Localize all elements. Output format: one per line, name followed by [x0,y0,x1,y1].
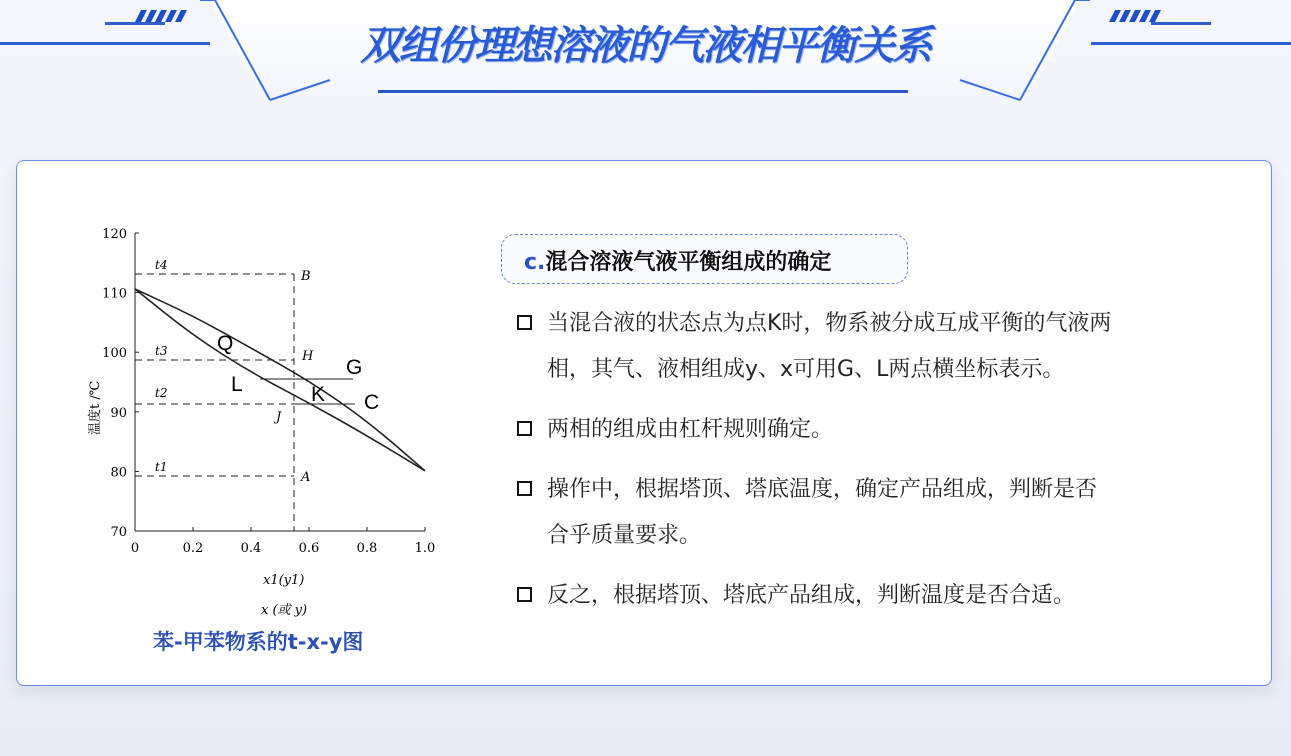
x-axis-label-1: x1(y1) [263,573,305,588]
point-h-label: H [302,349,314,364]
point-b-label: B [301,269,311,284]
point-j-label: J [276,410,282,425]
t4-label: t4 [155,258,168,272]
bullet-text-line: 操作中，根据塔顶、塔底温度，确定产品组成，判断是否 [547,477,1098,502]
region-q-label: Q [217,332,234,355]
bullet-item [515,573,1245,619]
bullet-item [515,407,1245,453]
section-title: 混合溶液气液平衡组成的确定 [545,250,832,275]
page-title: 双组份理想溶液的气液相平衡关系 [360,23,931,69]
y-tick-label: 90 [110,405,127,421]
bullet-item [515,301,1245,393]
txy-chart [55,205,445,625]
section-heading [501,234,908,284]
t2-label: t2 [155,386,168,400]
t1-label: t1 [155,460,168,474]
y-tick-label: 80 [110,465,127,481]
chart-svg [55,205,445,625]
dew-point-curve [135,289,425,471]
bullet-text-line: 当混合液的状态点为点K时，物系被分成互成平衡的气液两 [547,311,1112,336]
bullet-item [515,467,1245,559]
x-tick-label: 0.4 [240,541,262,556]
bullet-text-line: 相，其气、液相组成y、x可用G、L两点横坐标表示。 [547,357,1065,382]
y-tick-label: 110 [102,286,127,302]
x-axis-label-2: x (或 y) [261,603,308,618]
content-card [16,160,1272,686]
square-bullet-icon [517,587,532,602]
y-axis-label: 温度t /℃ [88,380,103,435]
x-tick-label: 0.2 [182,541,204,556]
x-tick-label: 0.8 [356,541,378,556]
section-heading-text [524,245,831,276]
section-prefix: c. [524,250,546,275]
region-c-label: C [364,391,380,414]
x-tick-label: 1.0 [414,541,436,556]
bullet-text-line: 反之，根据塔顶、塔底产品组成，判断温度是否合适。 [547,583,1076,608]
bubble-point-curve [135,289,425,471]
y-tick-label: 120 [102,227,127,242]
t3-label: t3 [155,344,168,358]
square-bullet-icon [517,315,532,330]
chart-caption: 苯-甲苯物系的t-x-y图 [153,630,364,654]
bullet-text-line: 合乎质量要求。 [547,523,702,548]
square-bullet-icon [517,481,532,496]
title-underline [378,90,908,93]
x-tick-label: 0.6 [298,541,320,556]
region-g-label: G [346,356,363,379]
y-tick-label: 70 [110,525,127,540]
square-bullet-icon [517,421,532,436]
y-tick-label: 100 [102,346,127,362]
bullet-list [515,301,1245,619]
x-tick-label: 0 [130,541,140,556]
region-k-label: K [311,383,326,406]
region-l-label: L [231,373,243,396]
point-a-label: A [301,470,311,485]
bullet-text-line: 两相的组成由杠杆规则确定。 [547,417,834,442]
